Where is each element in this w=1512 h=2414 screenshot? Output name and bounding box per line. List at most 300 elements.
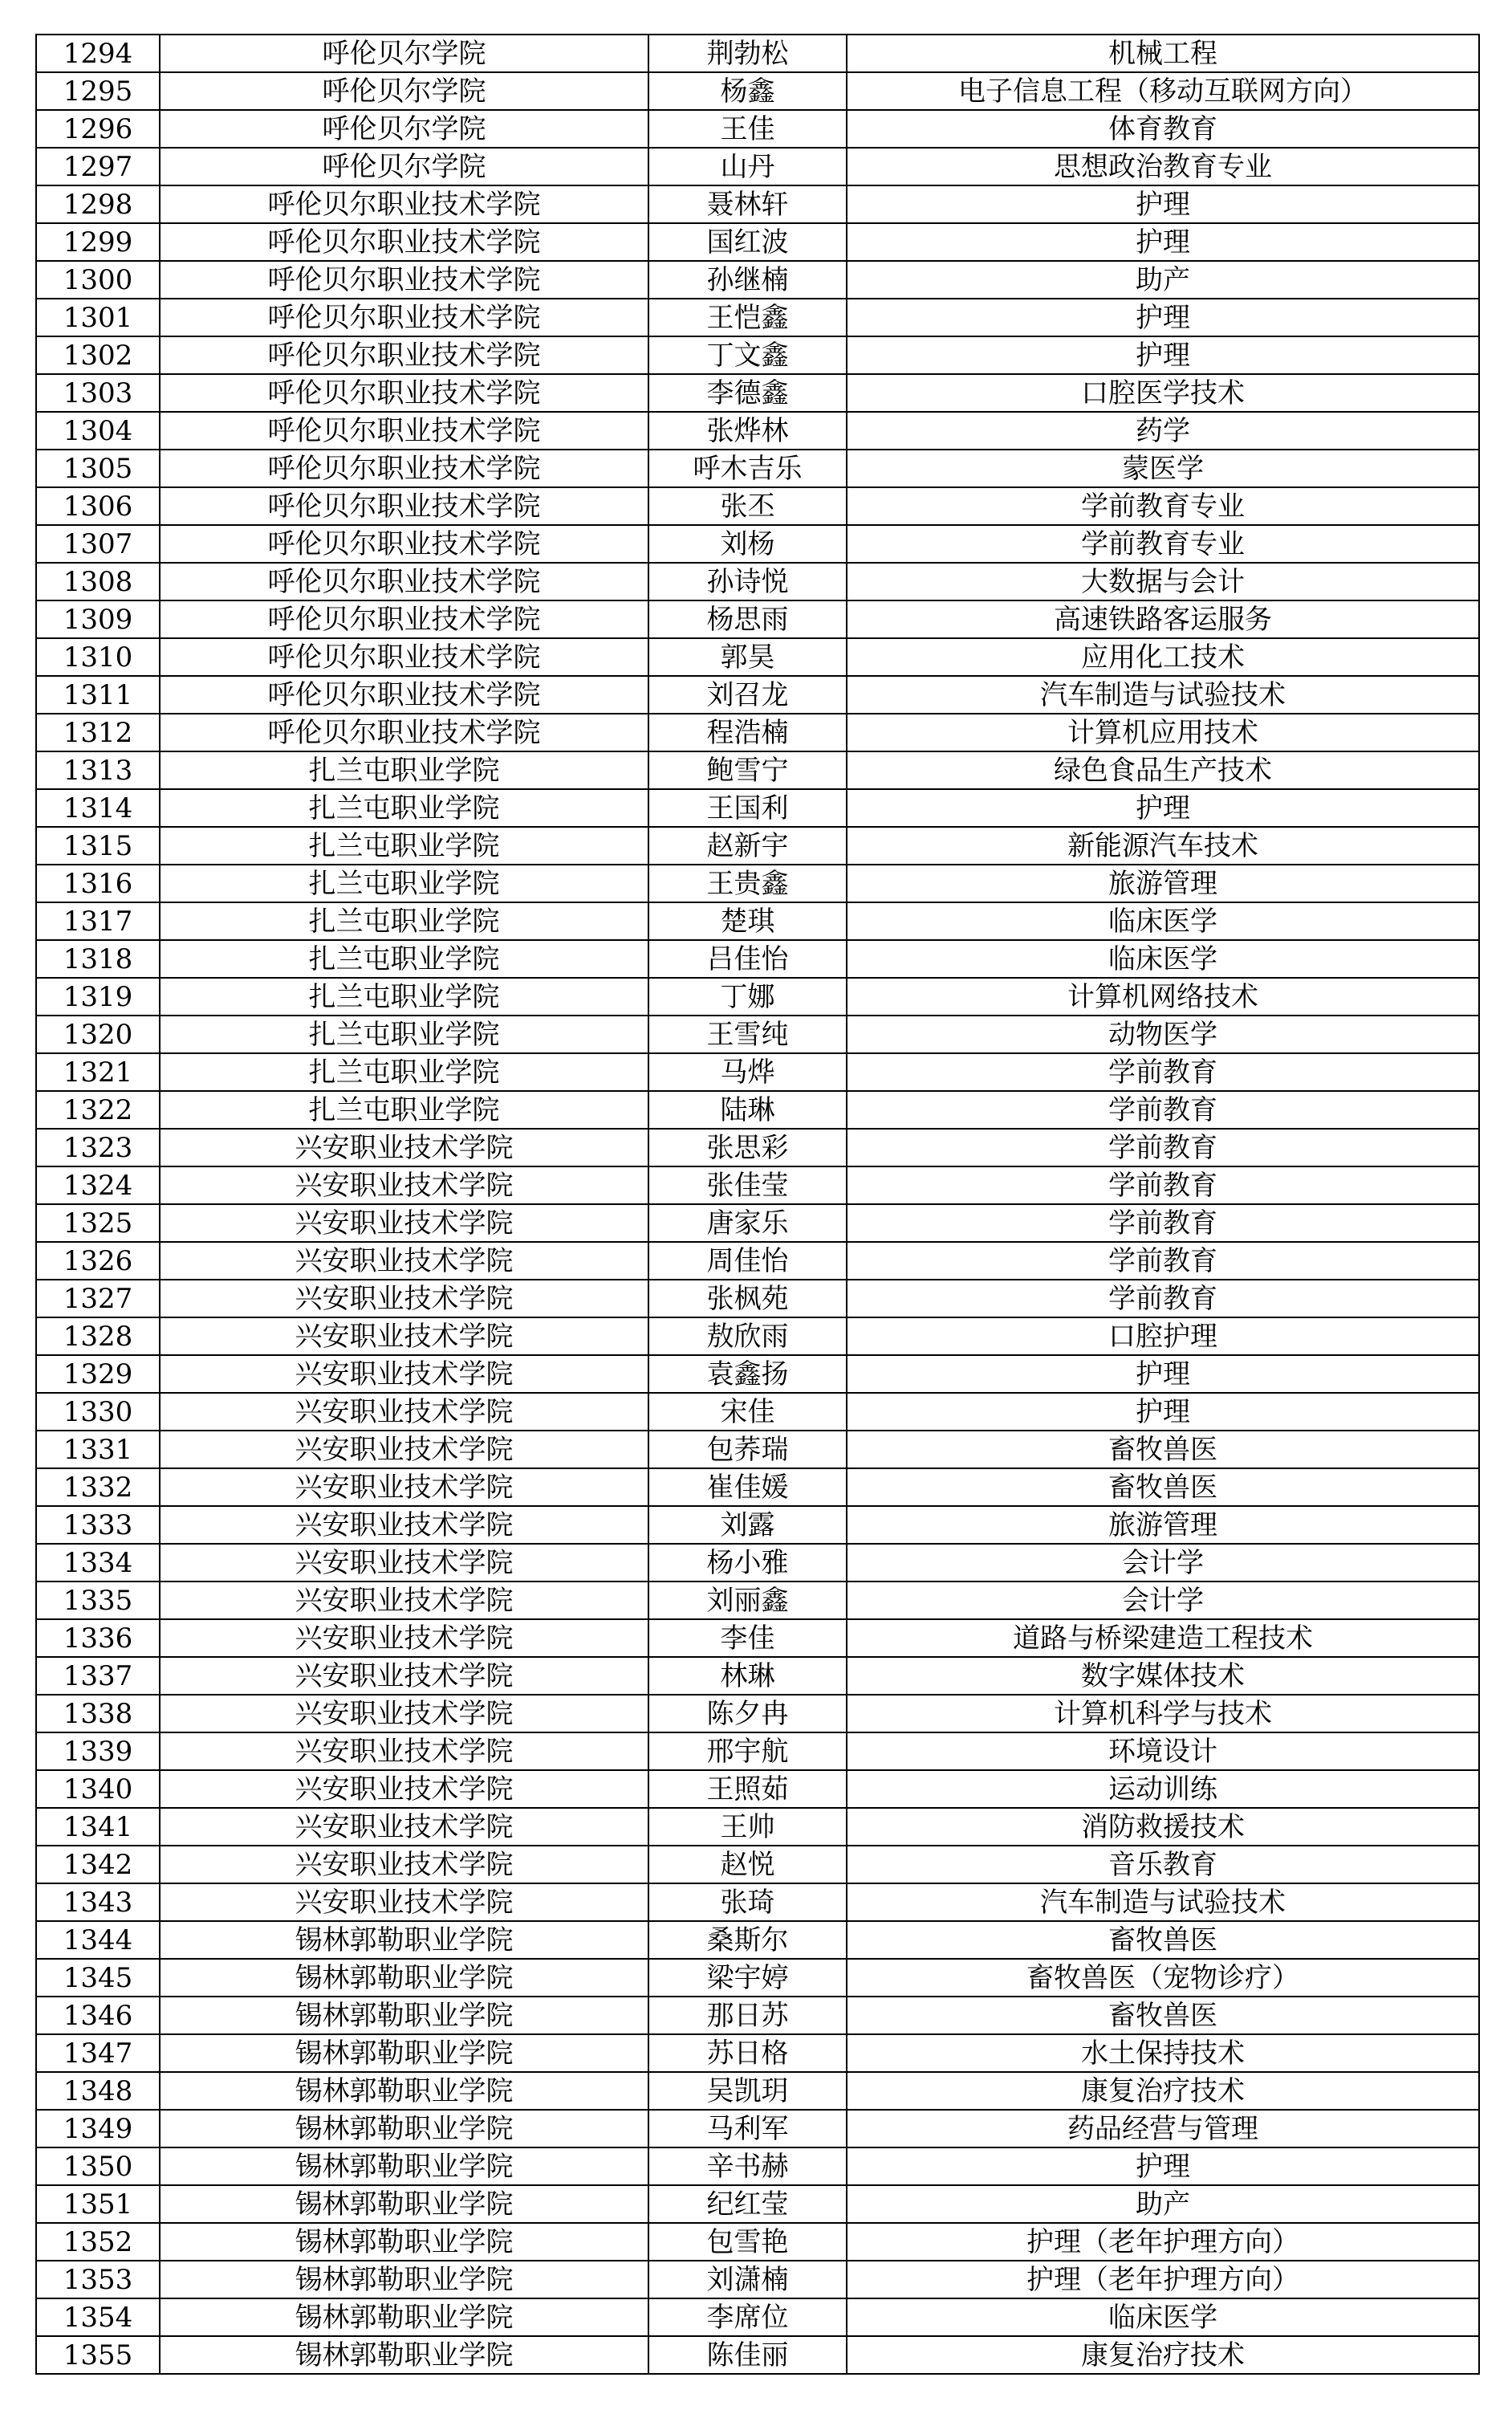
cell-number: 1326 <box>36 1242 160 1280</box>
cell-school: 扎兰屯职业学院 <box>160 902 648 940</box>
cell-major: 环境设计 <box>847 1732 1479 1770</box>
cell-name: 杨小雅 <box>648 1544 847 1582</box>
table-row <box>36 1242 1479 1280</box>
cell-school: 锡林郭勒职业学院 <box>160 1997 648 2034</box>
table-row <box>36 1053 1479 1091</box>
cell-school: 扎兰屯职业学院 <box>160 978 648 1016</box>
cell-name: 孙继楠 <box>648 261 847 299</box>
cell-major: 运动训练 <box>847 1770 1479 1808</box>
cell-name: 邢宇航 <box>648 1732 847 1770</box>
table-row <box>36 1431 1479 1468</box>
cell-major: 口腔医学技术 <box>847 374 1479 412</box>
cell-school: 兴安职业技术学院 <box>160 1431 648 1468</box>
table-row <box>36 2072 1479 2110</box>
table-row <box>36 2261 1479 2298</box>
cell-name: 赵悦 <box>648 1846 847 1883</box>
cell-number: 1307 <box>36 525 160 563</box>
cell-number: 1347 <box>36 2034 160 2072</box>
cell-school: 锡林郭勒职业学院 <box>160 1921 648 1959</box>
cell-name: 唐家乐 <box>648 1204 847 1242</box>
cell-name: 刘召龙 <box>648 676 847 714</box>
table-row <box>36 148 1479 185</box>
cell-number: 1308 <box>36 563 160 600</box>
cell-school: 呼伦贝尔职业技术学院 <box>160 563 648 600</box>
cell-major: 助产 <box>847 261 1479 299</box>
cell-major: 学前教育 <box>847 1091 1479 1129</box>
table-row <box>36 789 1479 827</box>
cell-name: 马烨 <box>648 1053 847 1091</box>
table-row <box>36 2185 1479 2223</box>
cell-number: 1312 <box>36 714 160 751</box>
table-row <box>36 676 1479 714</box>
cell-number: 1333 <box>36 1506 160 1544</box>
cell-name: 张思彩 <box>648 1129 847 1166</box>
table-row <box>36 902 1479 940</box>
cell-name: 呼木吉乐 <box>648 450 847 487</box>
table-row <box>36 336 1479 374</box>
cell-name: 马利军 <box>648 2110 847 2147</box>
table-row <box>36 2336 1479 2374</box>
cell-school: 扎兰屯职业学院 <box>160 940 648 978</box>
cell-number: 1349 <box>36 2110 160 2147</box>
cell-name: 楚琪 <box>648 902 847 940</box>
cell-major: 计算机应用技术 <box>847 714 1479 751</box>
cell-school: 兴安职业技术学院 <box>160 1846 648 1883</box>
cell-major: 会计学 <box>847 1544 1479 1582</box>
cell-name: 那日苏 <box>648 1997 847 2034</box>
cell-name: 崔佳媛 <box>648 1468 847 1506</box>
cell-major: 康复治疗技术 <box>847 2336 1479 2374</box>
cell-major: 护理 <box>847 336 1479 374</box>
table-row <box>36 1883 1479 1921</box>
cell-number: 1310 <box>36 638 160 676</box>
cell-school: 扎兰屯职业学院 <box>160 865 648 902</box>
cell-number: 1334 <box>36 1544 160 1582</box>
table-row <box>36 525 1479 563</box>
cell-number: 1305 <box>36 450 160 487</box>
cell-name: 陈佳丽 <box>648 2336 847 2374</box>
cell-name: 吕佳怡 <box>648 940 847 978</box>
cell-number: 1320 <box>36 1016 160 1053</box>
cell-number: 1329 <box>36 1355 160 1393</box>
cell-major: 数字媒体技术 <box>847 1657 1479 1695</box>
table-row <box>36 1317 1479 1355</box>
cell-name: 敖欣雨 <box>648 1317 847 1355</box>
cell-school: 兴安职业技术学院 <box>160 1242 648 1280</box>
cell-school: 呼伦贝尔职业技术学院 <box>160 223 648 261</box>
table-row <box>36 1921 1479 1959</box>
cell-school: 锡林郭勒职业学院 <box>160 2336 648 2374</box>
cell-school: 呼伦贝尔职业技术学院 <box>160 336 648 374</box>
cell-school: 兴安职业技术学院 <box>160 1355 648 1393</box>
cell-school: 呼伦贝尔职业技术学院 <box>160 374 648 412</box>
cell-name: 山丹 <box>648 148 847 185</box>
table-row <box>36 865 1479 902</box>
cell-name: 张枫苑 <box>648 1280 847 1317</box>
cell-name: 郭昊 <box>648 638 847 676</box>
table-row <box>36 374 1479 412</box>
cell-school: 锡林郭勒职业学院 <box>160 2072 648 2110</box>
cell-number: 1301 <box>36 299 160 336</box>
cell-major: 畜牧兽医 <box>847 1921 1479 1959</box>
cell-school: 兴安职业技术学院 <box>160 1544 648 1582</box>
cell-number: 1324 <box>36 1166 160 1204</box>
table-row <box>36 563 1479 600</box>
cell-major: 计算机网络技术 <box>847 978 1479 1016</box>
cell-major: 思想政治教育专业 <box>847 148 1479 185</box>
cell-school: 锡林郭勒职业学院 <box>160 2261 648 2298</box>
cell-school: 呼伦贝尔职业技术学院 <box>160 261 648 299</box>
cell-major: 学前教育 <box>847 1204 1479 1242</box>
cell-number: 1328 <box>36 1317 160 1355</box>
cell-name: 刘丽鑫 <box>648 1582 847 1619</box>
cell-number: 1299 <box>36 223 160 261</box>
cell-name: 赵新宇 <box>648 827 847 865</box>
cell-name: 包雪艳 <box>648 2223 847 2261</box>
cell-major: 学前教育 <box>847 1280 1479 1317</box>
cell-number: 1331 <box>36 1431 160 1468</box>
cell-number: 1344 <box>36 1921 160 1959</box>
table-row <box>36 450 1479 487</box>
table-row <box>36 2223 1479 2261</box>
cell-number: 1309 <box>36 600 160 638</box>
table-row <box>36 827 1479 865</box>
table-row <box>36 2298 1479 2336</box>
cell-school: 呼伦贝尔职业技术学院 <box>160 638 648 676</box>
cell-major: 护理 <box>847 1355 1479 1393</box>
cell-school: 锡林郭勒职业学院 <box>160 2147 648 2185</box>
cell-name: 张烨林 <box>648 412 847 450</box>
cell-number: 1338 <box>36 1695 160 1732</box>
cell-number: 1321 <box>36 1053 160 1091</box>
table-row <box>36 223 1479 261</box>
cell-name: 国红波 <box>648 223 847 261</box>
cell-number: 1318 <box>36 940 160 978</box>
cell-number: 1348 <box>36 2072 160 2110</box>
cell-name: 杨鑫 <box>648 72 847 110</box>
cell-school: 兴安职业技术学院 <box>160 1506 648 1544</box>
table-row <box>36 412 1479 450</box>
cell-major: 学前教育 <box>847 1242 1479 1280</box>
cell-school: 呼伦贝尔职业技术学院 <box>160 676 648 714</box>
cell-number: 1319 <box>36 978 160 1016</box>
cell-name: 王照茹 <box>648 1770 847 1808</box>
cell-name: 桑斯尔 <box>648 1921 847 1959</box>
cell-school: 锡林郭勒职业学院 <box>160 2110 648 2147</box>
table-row <box>36 751 1479 789</box>
cell-major: 护理 <box>847 299 1479 336</box>
cell-number: 1332 <box>36 1468 160 1506</box>
cell-name: 张佳莹 <box>648 1166 847 1204</box>
cell-school: 锡林郭勒职业学院 <box>160 2298 648 2336</box>
cell-major: 新能源汽车技术 <box>847 827 1479 865</box>
cell-major: 临床医学 <box>847 2298 1479 2336</box>
cell-number: 1352 <box>36 2223 160 2261</box>
cell-major: 旅游管理 <box>847 1506 1479 1544</box>
table-row <box>36 638 1479 676</box>
cell-school: 锡林郭勒职业学院 <box>160 2185 648 2223</box>
table-row <box>36 1280 1479 1317</box>
cell-number: 1294 <box>36 35 160 72</box>
cell-major: 机械工程 <box>847 35 1479 72</box>
cell-name: 程浩楠 <box>648 714 847 751</box>
cell-name: 袁鑫扬 <box>648 1355 847 1393</box>
cell-major: 高速铁路客运服务 <box>847 600 1479 638</box>
cell-number: 1351 <box>36 2185 160 2223</box>
cell-number: 1311 <box>36 676 160 714</box>
cell-major: 畜牧兽医（宠物诊疗） <box>847 1959 1479 1997</box>
cell-major: 汽车制造与试验技术 <box>847 1883 1479 1921</box>
cell-number: 1336 <box>36 1619 160 1657</box>
cell-major: 畜牧兽医 <box>847 1468 1479 1506</box>
cell-name: 林琳 <box>648 1657 847 1695</box>
cell-major: 汽车制造与试验技术 <box>847 676 1479 714</box>
table-row <box>36 1166 1479 1204</box>
cell-number: 1296 <box>36 110 160 148</box>
roster-table-body <box>36 35 1479 2374</box>
table-row <box>36 2147 1479 2185</box>
cell-school: 兴安职业技术学院 <box>160 1166 648 1204</box>
roster-table <box>35 34 1480 2375</box>
cell-major: 学前教育专业 <box>847 525 1479 563</box>
table-row <box>36 2110 1479 2147</box>
cell-major: 计算机科学与技术 <box>847 1695 1479 1732</box>
cell-major: 护理 <box>847 1393 1479 1431</box>
cell-name: 丁文鑫 <box>648 336 847 374</box>
cell-number: 1302 <box>36 336 160 374</box>
cell-number: 1306 <box>36 487 160 525</box>
cell-number: 1295 <box>36 72 160 110</box>
table-row <box>36 1997 1479 2034</box>
cell-major: 临床医学 <box>847 940 1479 978</box>
cell-school: 兴安职业技术学院 <box>160 1468 648 1506</box>
cell-number: 1343 <box>36 1883 160 1921</box>
cell-major: 护理 <box>847 2147 1479 2185</box>
cell-school: 兴安职业技术学院 <box>160 1582 648 1619</box>
cell-name: 张丕 <box>648 487 847 525</box>
table-row <box>36 1582 1479 1619</box>
cell-name: 杨思雨 <box>648 600 847 638</box>
cell-name: 包荞瑞 <box>648 1431 847 1468</box>
table-row <box>36 261 1479 299</box>
table-row <box>36 2034 1479 2072</box>
cell-major: 康复治疗技术 <box>847 2072 1479 2110</box>
cell-major: 护理（老年护理方向） <box>847 2261 1479 2298</box>
cell-major: 助产 <box>847 2185 1479 2223</box>
cell-name: 刘潇楠 <box>648 2261 847 2298</box>
cell-school: 呼伦贝尔职业技术学院 <box>160 525 648 563</box>
cell-school: 呼伦贝尔职业技术学院 <box>160 487 648 525</box>
cell-name: 纪红莹 <box>648 2185 847 2223</box>
table-row <box>36 1959 1479 1997</box>
cell-school: 兴安职业技术学院 <box>160 1280 648 1317</box>
cell-major: 水土保持技术 <box>847 2034 1479 2072</box>
cell-name: 荆勃松 <box>648 35 847 72</box>
cell-number: 1355 <box>36 2336 160 2374</box>
cell-number: 1354 <box>36 2298 160 2336</box>
cell-name: 孙诗悦 <box>648 563 847 600</box>
cell-school: 兴安职业技术学院 <box>160 1393 648 1431</box>
cell-school: 兴安职业技术学院 <box>160 1883 648 1921</box>
cell-school: 兴安职业技术学院 <box>160 1129 648 1166</box>
cell-name: 刘露 <box>648 1506 847 1544</box>
cell-school: 扎兰屯职业学院 <box>160 1053 648 1091</box>
cell-number: 1322 <box>36 1091 160 1129</box>
table-row <box>36 1204 1479 1242</box>
cell-name: 李席位 <box>648 2298 847 2336</box>
cell-number: 1297 <box>36 148 160 185</box>
cell-school: 呼伦贝尔职业技术学院 <box>160 600 648 638</box>
cell-school: 呼伦贝尔职业技术学院 <box>160 412 648 450</box>
cell-major: 护理 <box>847 223 1479 261</box>
cell-number: 1353 <box>36 2261 160 2298</box>
cell-school: 呼伦贝尔职业技术学院 <box>160 714 648 751</box>
cell-school: 呼伦贝尔学院 <box>160 35 648 72</box>
cell-major: 药学 <box>847 412 1479 450</box>
cell-school: 呼伦贝尔职业技术学院 <box>160 185 648 223</box>
cell-number: 1298 <box>36 185 160 223</box>
cell-major: 学前教育 <box>847 1053 1479 1091</box>
table-row <box>36 1770 1479 1808</box>
cell-name: 周佳怡 <box>648 1242 847 1280</box>
table-row <box>36 1355 1479 1393</box>
cell-major: 动物医学 <box>847 1016 1479 1053</box>
cell-number: 1315 <box>36 827 160 865</box>
cell-number: 1341 <box>36 1808 160 1846</box>
cell-school: 兴安职业技术学院 <box>160 1657 648 1695</box>
table-row <box>36 1732 1479 1770</box>
cell-school: 呼伦贝尔学院 <box>160 148 648 185</box>
cell-name: 王贵鑫 <box>648 865 847 902</box>
cell-name: 刘杨 <box>648 525 847 563</box>
table-row <box>36 110 1479 148</box>
cell-name: 苏日格 <box>648 2034 847 2072</box>
cell-number: 1339 <box>36 1732 160 1770</box>
cell-name: 辛书赫 <box>648 2147 847 2185</box>
table-row <box>36 1846 1479 1883</box>
cell-school: 兴安职业技术学院 <box>160 1204 648 1242</box>
cell-name: 李佳 <box>648 1619 847 1657</box>
table-row <box>36 1091 1479 1129</box>
cell-school: 兴安职业技术学院 <box>160 1732 648 1770</box>
table-row <box>36 1129 1479 1166</box>
cell-number: 1303 <box>36 374 160 412</box>
cell-major: 蒙医学 <box>847 450 1479 487</box>
cell-school: 呼伦贝尔职业技术学院 <box>160 299 648 336</box>
cell-number: 1304 <box>36 412 160 450</box>
cell-major: 电子信息工程（移动互联网方向） <box>847 72 1479 110</box>
cell-major: 畜牧兽医 <box>847 1431 1479 1468</box>
cell-school: 扎兰屯职业学院 <box>160 827 648 865</box>
cell-school: 呼伦贝尔学院 <box>160 110 648 148</box>
cell-name: 王帅 <box>648 1808 847 1846</box>
cell-school: 呼伦贝尔学院 <box>160 72 648 110</box>
cell-school: 锡林郭勒职业学院 <box>160 2223 648 2261</box>
cell-school: 呼伦贝尔职业技术学院 <box>160 450 648 487</box>
cell-major: 临床医学 <box>847 902 1479 940</box>
cell-school: 兴安职业技术学院 <box>160 1695 648 1732</box>
cell-school: 锡林郭勒职业学院 <box>160 1959 648 1997</box>
cell-school: 兴安职业技术学院 <box>160 1317 648 1355</box>
cell-major: 学前教育 <box>847 1129 1479 1166</box>
cell-major: 绿色食品生产技术 <box>847 751 1479 789</box>
cell-name: 丁娜 <box>648 978 847 1016</box>
cell-major: 药品经营与管理 <box>847 2110 1479 2147</box>
cell-major: 会计学 <box>847 1582 1479 1619</box>
cell-name: 梁宇婷 <box>648 1959 847 1997</box>
cell-major: 护理（老年护理方向） <box>847 2223 1479 2261</box>
table-row <box>36 1619 1479 1657</box>
cell-major: 学前教育 <box>847 1166 1479 1204</box>
cell-name: 吴凯玥 <box>648 2072 847 2110</box>
cell-name: 王恺鑫 <box>648 299 847 336</box>
cell-number: 1335 <box>36 1582 160 1619</box>
table-row <box>36 940 1479 978</box>
cell-name: 王国利 <box>648 789 847 827</box>
cell-name: 李德鑫 <box>648 374 847 412</box>
cell-major: 体育教育 <box>847 110 1479 148</box>
cell-number: 1323 <box>36 1129 160 1166</box>
cell-major: 畜牧兽医 <box>847 1997 1479 2034</box>
cell-number: 1313 <box>36 751 160 789</box>
cell-name: 陆琳 <box>648 1091 847 1129</box>
cell-number: 1345 <box>36 1959 160 1997</box>
cell-number: 1340 <box>36 1770 160 1808</box>
cell-major: 护理 <box>847 185 1479 223</box>
cell-major: 旅游管理 <box>847 865 1479 902</box>
table-row <box>36 1808 1479 1846</box>
table-row <box>36 72 1479 110</box>
cell-school: 扎兰屯职业学院 <box>160 789 648 827</box>
table-row <box>36 1695 1479 1732</box>
table-row <box>36 35 1479 72</box>
cell-major: 大数据与会计 <box>847 563 1479 600</box>
cell-name: 王雪纯 <box>648 1016 847 1053</box>
table-row <box>36 185 1479 223</box>
table-row <box>36 978 1479 1016</box>
cell-school: 扎兰屯职业学院 <box>160 1091 648 1129</box>
cell-major: 道路与桥梁建造工程技术 <box>847 1619 1479 1657</box>
cell-number: 1300 <box>36 261 160 299</box>
table-row <box>36 487 1479 525</box>
cell-name: 宋佳 <box>648 1393 847 1431</box>
cell-number: 1342 <box>36 1846 160 1883</box>
table-row <box>36 600 1479 638</box>
cell-major: 学前教育专业 <box>847 487 1479 525</box>
cell-school: 兴安职业技术学院 <box>160 1619 648 1657</box>
cell-name: 聂林轩 <box>648 185 847 223</box>
cell-number: 1330 <box>36 1393 160 1431</box>
cell-number: 1327 <box>36 1280 160 1317</box>
cell-school: 扎兰屯职业学院 <box>160 1016 648 1053</box>
cell-number: 1325 <box>36 1204 160 1242</box>
cell-major: 应用化工技术 <box>847 638 1479 676</box>
table-row <box>36 1506 1479 1544</box>
cell-school: 锡林郭勒职业学院 <box>160 2034 648 2072</box>
cell-number: 1316 <box>36 865 160 902</box>
cell-number: 1346 <box>36 1997 160 2034</box>
cell-number: 1317 <box>36 902 160 940</box>
cell-name: 王佳 <box>648 110 847 148</box>
cell-school: 扎兰屯职业学院 <box>160 751 648 789</box>
cell-name: 陈夕冉 <box>648 1695 847 1732</box>
table-row <box>36 1393 1479 1431</box>
cell-number: 1337 <box>36 1657 160 1695</box>
table-row <box>36 714 1479 751</box>
table-row <box>36 299 1479 336</box>
cell-name: 张琦 <box>648 1883 847 1921</box>
table-row <box>36 1657 1479 1695</box>
